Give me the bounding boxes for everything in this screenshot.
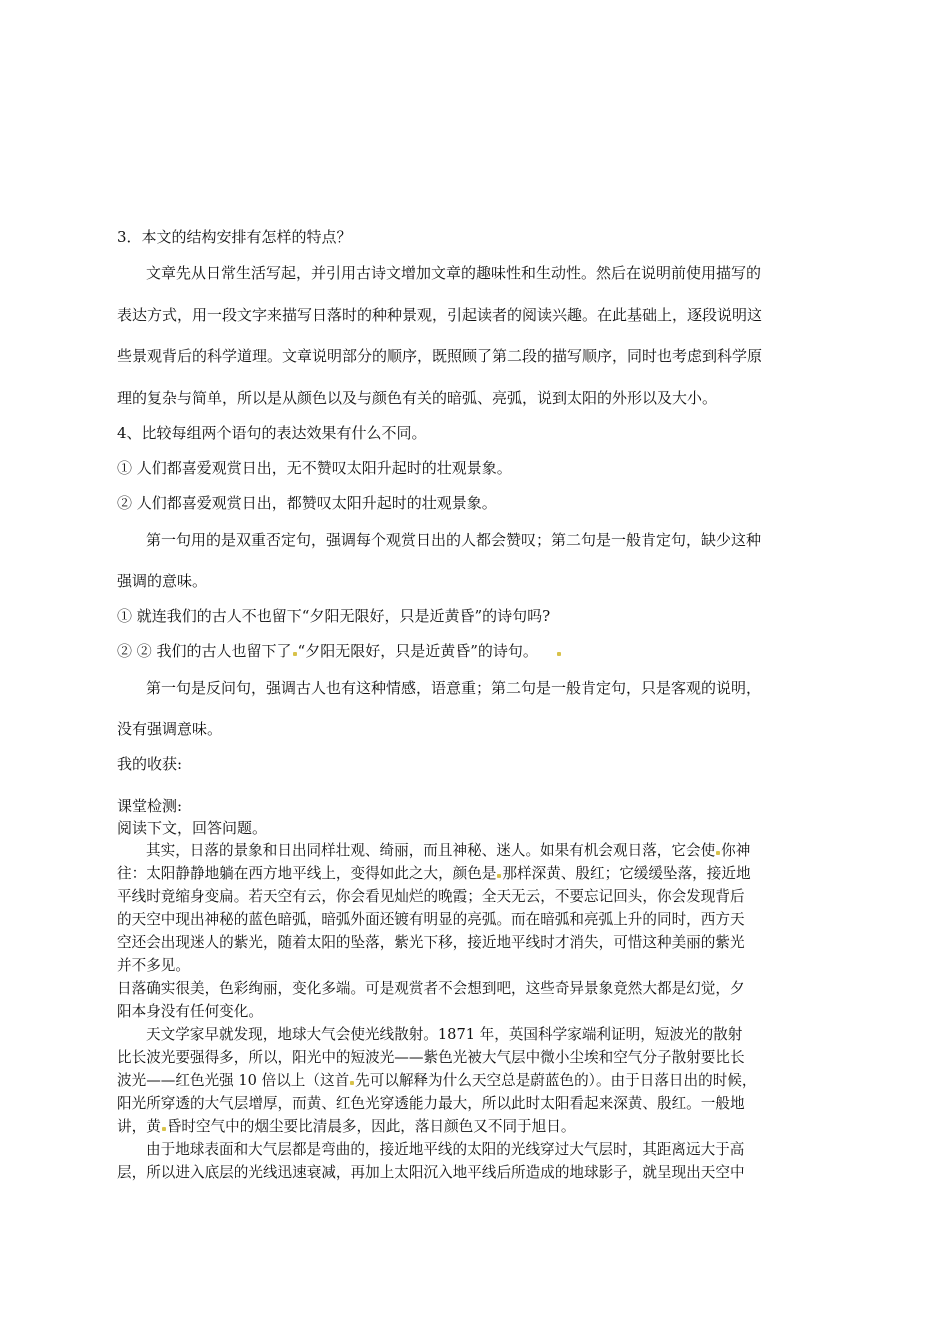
group-2-sentence-2-part-a: ② ② 我们的古人也留下了 bbox=[117, 642, 292, 660]
para-2-line-1: 日落确实很美，色彩绚丽，变化多端。可是观赏者不会想到吧，这些奇异景象竟然大都是幻觉，夕 bbox=[117, 980, 745, 997]
annotation-dot bbox=[350, 1081, 354, 1085]
question-4: 4、比较每组两个语句的表达效果有什么不同。 bbox=[117, 424, 427, 442]
analysis-2-line-2: 没有强调意味。 bbox=[117, 720, 223, 738]
para-1-line-6: 并不多见。 bbox=[117, 957, 190, 974]
para-2-line-2: 阳本身没有任何变化。 bbox=[117, 1003, 263, 1020]
my-harvest-label: 我的收获: bbox=[117, 755, 183, 773]
para-1-line-3: 平线时竟缩身变扁。若天空有云，你会看见灿烂的晚霞；全天无云，不要忘记回头，你会发现背后 bbox=[117, 888, 745, 905]
annotation-dot bbox=[716, 851, 720, 855]
answer-3-line-2: 表达方式，用一段文字来描写日落时的种种景观，引起读者的阅读兴趣。在此基础上，逐段说明这 bbox=[117, 306, 763, 324]
para-3-line-3: 波光——红色光强 10 倍以上（这首 先可以解释为什么天空总是蔚蓝色的）。由于日落日出的时候， bbox=[117, 1072, 757, 1089]
para-1-line-5: 空还会出现迷人的紫光，随着太阳的坠落，紫光下移，接近地平线时才消失，可惜这种美丽的紫光 bbox=[117, 934, 745, 951]
answer-3-line-3: 些景观背后的科学道理。文章说明部分的顺序，既照顾了第二段的描写顺序，同时也考虑到科学原 bbox=[117, 347, 763, 365]
analysis-2-line-1: 第一句是反问句，强调古人也有这种情感，语意重；第二句是一般肯定句，只是客观的说明， bbox=[146, 679, 762, 697]
para-4-line-2: 层，所以进入底层的光线迅速衰减，再加上太阳沉入地平线后所造成的地球影子，就呈现出天空中 bbox=[117, 1164, 745, 1181]
group-2-sentence-2-part-c: 夕阳无限好，只是近黄昏”的诗句。 bbox=[305, 642, 538, 660]
para-3-line-4: 阳光所穿透的大气层增厚，而黄、红色光穿透能力最大，所以此时太阳看起来深黄、殷红。一般地 bbox=[117, 1095, 745, 1112]
question-3: 3．本文的结构安排有怎样的特点？ bbox=[117, 228, 352, 246]
para-1-line-1: 其实，日落的景象和日出同样壮观、绮丽，而且神秘、迷人。如果有机会观日落，它会使 你神 bbox=[146, 842, 751, 859]
annotation-dot bbox=[557, 652, 561, 656]
annotation-dot bbox=[293, 652, 297, 656]
annotation-dot bbox=[497, 874, 501, 878]
answer-3-line-4: 理的复杂与简单，所以是从颜色以及与颜色有关的暗弧、亮弧，说到太阳的外形以及大小。 bbox=[117, 389, 718, 407]
analysis-1-line-1: 第一句用的是双重否定句，强调每个观赏日出的人都会赞叹；第二句是一般肯定句，缺少这种 bbox=[146, 531, 762, 549]
para-1-line-2: 往：太阳静静地躺在西方地平线上，变得如此之大，颜色是 那样深黄、殷红；它缓缓坠落，接近地 bbox=[117, 865, 751, 882]
analysis-1-line-2: 强调的意味。 bbox=[117, 572, 208, 590]
reading-instruction: 阅读下文，回答问题。 bbox=[117, 819, 268, 837]
answer-3-line-1: 文章先从日常生活写起，并引用古诗文增加文章的趣味性和生动性。然后在说明前使用描写的 bbox=[146, 264, 762, 282]
group-1-sentence-2: ② 人们都喜爱观赏日出，都赞叹太阳升起时的壮观景象。 bbox=[117, 494, 497, 512]
group-1-sentence-1: ① 人们都喜爱观赏日出，无不赞叹太阳升起时的壮观景象。 bbox=[117, 459, 512, 477]
group-2-sentence-1: ① 就连我们的古人不也留下“夕阳无限好，只是近黄昏”的诗句吗? bbox=[117, 607, 551, 625]
para-3-line-1: 天文学家早就发现，地球大气会使光线散射。1871 年，英国科学家端利证明，短波光的散射 bbox=[146, 1026, 743, 1043]
annotation-dot bbox=[162, 1127, 166, 1131]
group-2-sentence-2-quote: “ bbox=[297, 642, 306, 660]
group-2-sentence-2 bbox=[117, 641, 837, 661]
para-3-line-5: 讲，黄 昏时空气中的烟尘要比清晨多，因此，落日颜色又不同于旭日。 bbox=[117, 1118, 576, 1135]
para-1-line-4: 的天空中现出神秘的蓝色暗弧，暗弧外面还镀有明显的亮弧。而在暗弧和亮弧上升的同时，西方天 bbox=[117, 911, 745, 928]
classroom-test-title: 课堂检测: bbox=[117, 797, 183, 815]
para-4-line-1: 由于地球表面和大气层都是弯曲的，接近地平线的太阳的光线穿过大气层时，其距离远大于高 bbox=[146, 1141, 745, 1158]
para-3-line-2: 比长波光要强得多，所以，阳光中的短波光——紫色光被大气层中微小尘埃和空气分子散射要比长 bbox=[117, 1049, 745, 1066]
